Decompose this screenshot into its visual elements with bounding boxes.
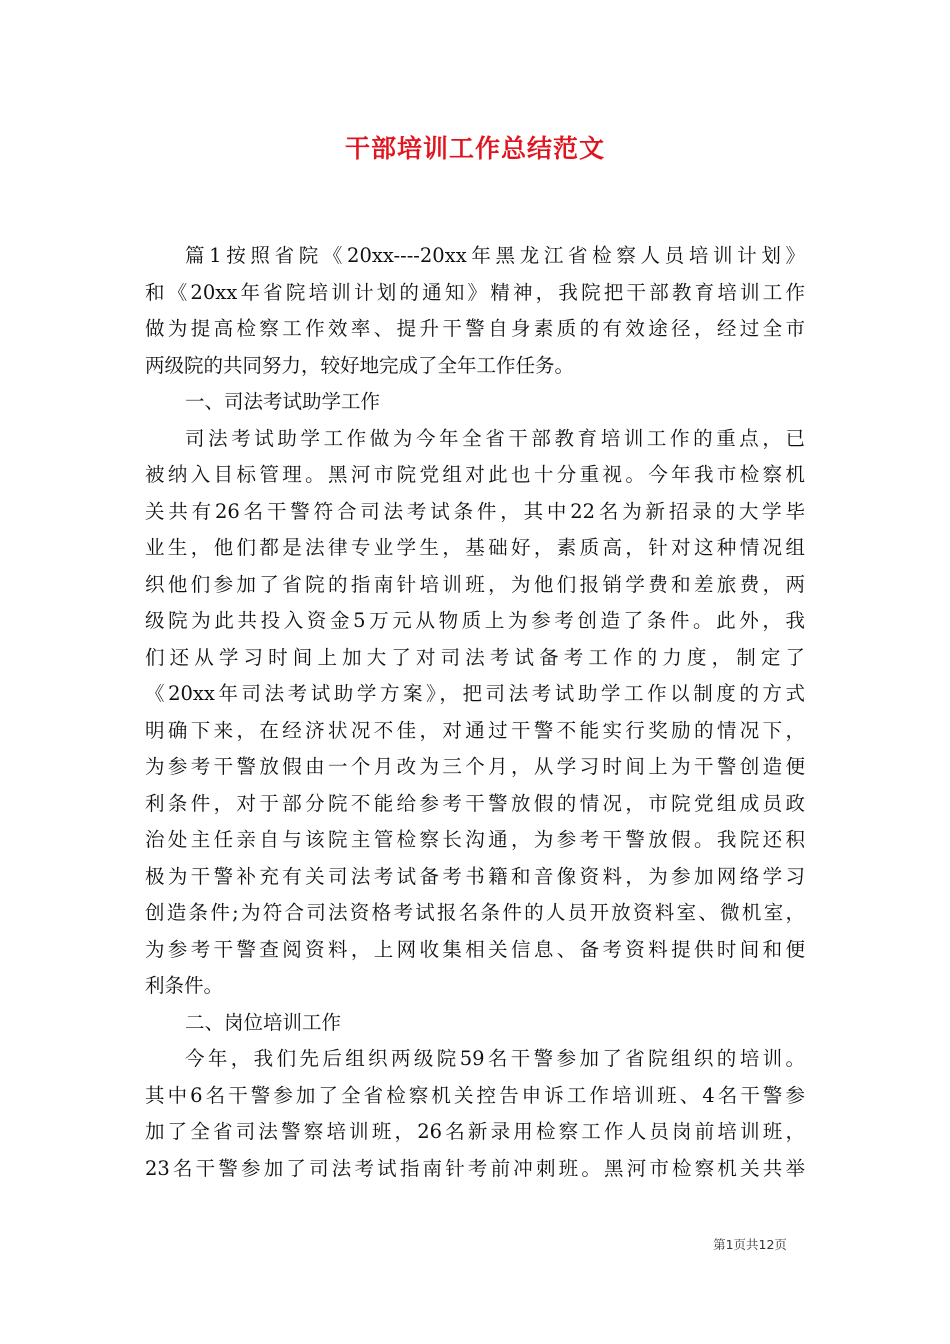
text-line: 们还从学习时间上加大了对司法考试备考工作的力度，制定了 xyxy=(145,645,805,669)
text-line: 级院为此共投入资金5万元从物质上为参考创造了条件。此外，我 xyxy=(145,609,805,632)
text-line: 创造条件;为符合司法资格考试报名条件的人员开放资料室、微机室， xyxy=(145,901,805,924)
document-body xyxy=(145,238,805,1187)
section-heading: 二、岗位培训工作 xyxy=(185,1010,342,1034)
text-line: 利条件，对于部分院不能给参考干警放假的情况，市院党组成员政 xyxy=(145,791,805,815)
text-line: 今年，我们先后组织两级院59名干警参加了省院组织的培训。 xyxy=(185,1047,805,1070)
text-line: 关共有26名干警符合司法考试条件，其中22名为新招录的大学毕 xyxy=(145,499,805,523)
text-line: 其中6名干警参加了全省检察机关控告申诉工作培训班、4名干警参 xyxy=(145,1083,805,1107)
text-line: 被纳入目标管理。黑河市院党组对此也十分重视。今年我市检察机 xyxy=(145,463,805,486)
text-line: 两级院的共同努力，较好地完成了全年工作任务。 xyxy=(145,353,575,377)
text-line: 23名干警参加了司法考试指南针考前冲刺班。黑河市检察机关共举 xyxy=(145,1156,805,1180)
text-line: 加了全省司法警察培训班，26名新录用检察工作人员岗前培训班， xyxy=(145,1120,805,1143)
text-line: 明确下来，在经济状况不佳，对通过干警不能实行奖励的情况下， xyxy=(145,718,805,742)
text-line: 极为干警补充有关司法考试备考书籍和音像资料，为参加网络学习 xyxy=(145,864,805,888)
text-line: 篇1按照省院《20xx----20xx年黑龙江省检察人员培训计划》 xyxy=(185,244,805,267)
text-line: 做为提高检察工作效率、提升干警自身素质的有效途径，经过全市 xyxy=(145,317,805,340)
text-line: 业生，他们都是法律专业学生，基础好，素质高，针对这种情况组 xyxy=(145,536,805,559)
page-number: 第1页共12页 xyxy=(713,1237,787,1252)
text-line: 为参考干警放假由一个月改为三个月，从学习时间上为干警创造便 xyxy=(145,755,805,778)
text-line: 和《20xx年省院培训计划的通知》精神，我院把干部教育培训工作 xyxy=(145,280,805,304)
text-line: 利条件。 xyxy=(145,974,224,997)
text-line: 司法考试助学工作做为今年全省干部教育培训工作的重点，已 xyxy=(185,426,805,450)
text-line: 治处主任亲自与该院主管检察长沟通，为参考干警放假。我院还积 xyxy=(145,828,805,851)
section-heading: 一、司法考试助学工作 xyxy=(185,390,381,413)
text-line: 《20xx年司法考试助学方案》，把司法考试助学工作以制度的方式 xyxy=(145,682,805,705)
text-line: 织他们参加了省院的指南针培训班，为他们报销学费和差旅费，两 xyxy=(145,572,805,596)
document-title: 干部培训工作总结范文 xyxy=(344,134,605,163)
text-line: 为参考干警查阅资料，上网收集相关信息、备考资料提供时间和便 xyxy=(145,937,805,961)
